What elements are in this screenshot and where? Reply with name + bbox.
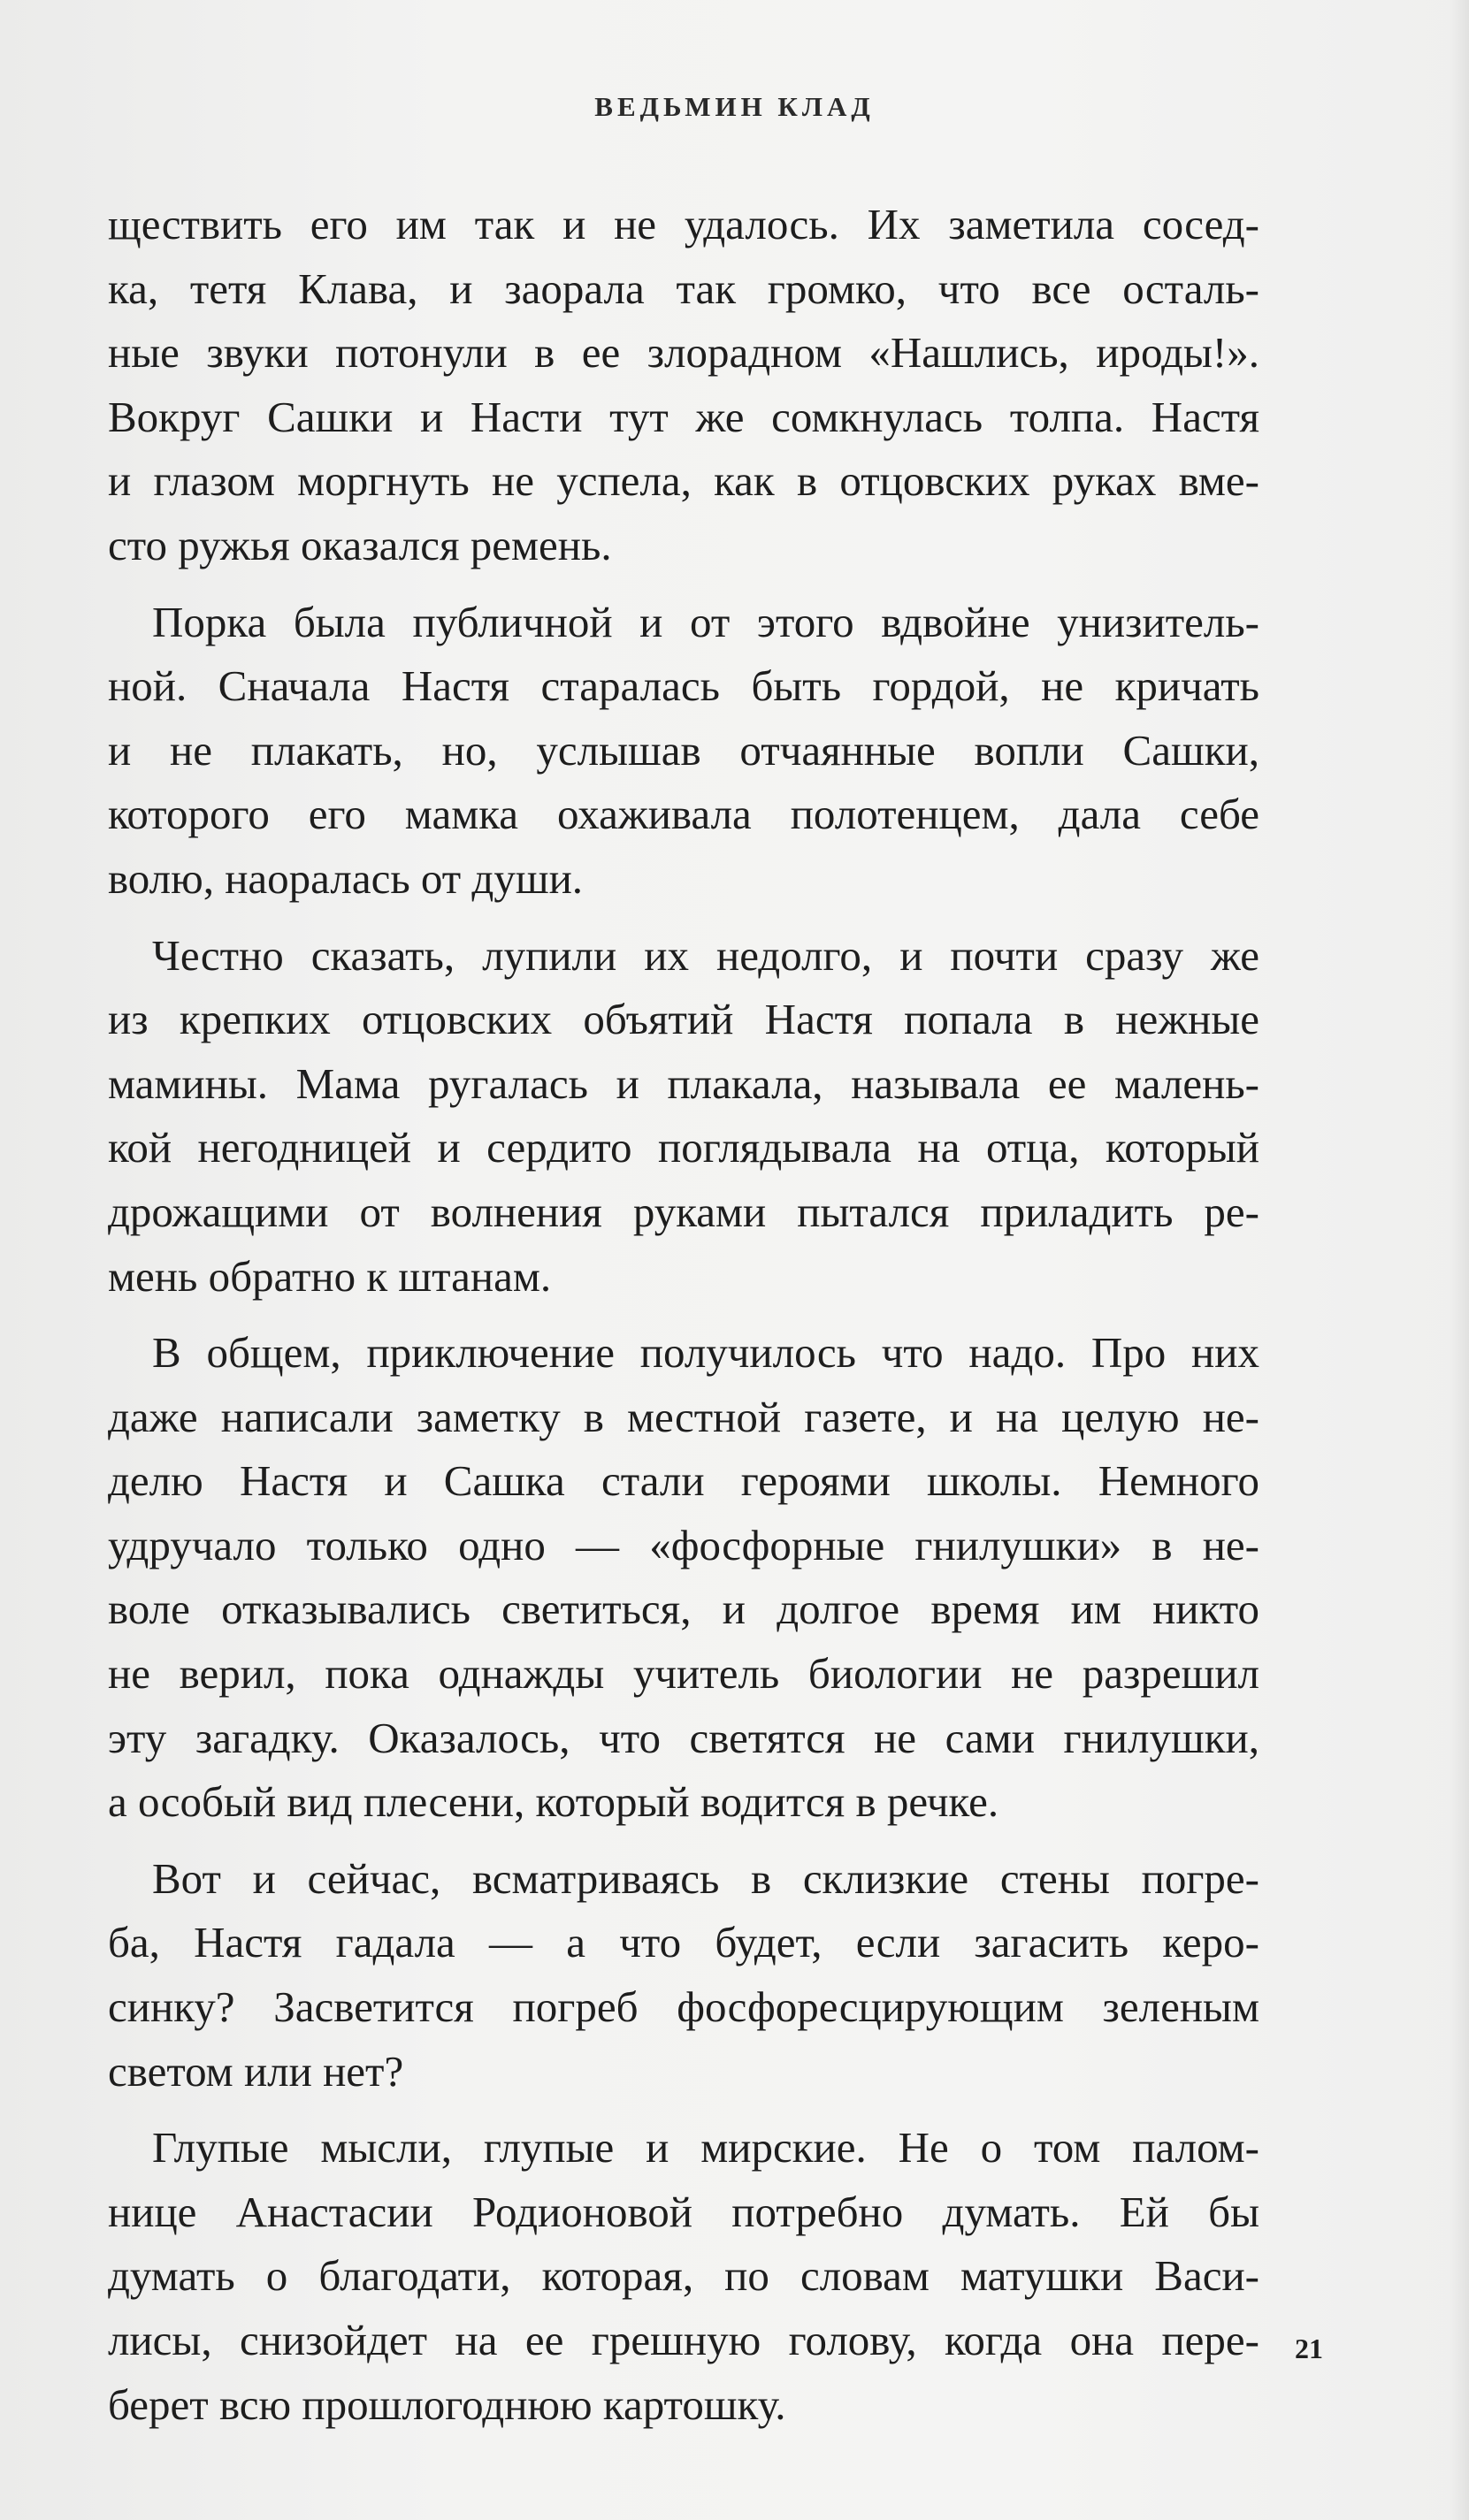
text-line: ществить его им так и не удалось. Их заметила сосед- (108, 200, 1259, 248)
text-line: и глазом моргнуть не успела, как в отцовских руках вме- (108, 456, 1259, 506)
text-line: мамины. Мама ругалась и плакала, называла ее малень- (108, 1058, 1259, 1108)
text-line: синку? Засветится погреб фосфоресцирующим зеленым (108, 1982, 1259, 2032)
text-line: и не плакать, но, услышав отчаянные вопли Сашки, (108, 725, 1259, 775)
text-line: думать о благодати, которая, по словам матушки Васи- (108, 2251, 1259, 2301)
text-line: волю, наоралась от души. (108, 853, 584, 903)
page-number: 21 (1295, 2333, 1323, 2364)
text-line: Глупые мысли, глупые и мирские. Не о том палом- (152, 2123, 1259, 2173)
paragraph (108, 193, 1259, 578)
paragraph (108, 591, 1259, 912)
text-line: даже написали заметку в местной газете, и на целую не- (108, 1392, 1259, 1441)
text-line: лисы, снизойдет на ее грешную голову, когда она пере- (108, 2316, 1259, 2364)
text-line: ной. Сначала Настя старалась быть гордой, не кричать (108, 661, 1259, 711)
text-line: В общем, приключение получилось что надо. Про них (152, 1328, 1259, 1378)
page-shadow-edge (1450, 0, 1469, 2520)
text-line: ные звуки потонули в ее злорадном «Нашлись, ироды!». (108, 328, 1259, 378)
paragraph (108, 1847, 1259, 2104)
text-line: светом или нет? (108, 2046, 404, 2096)
text-line: эту загадку. Оказалось, что светятся не сами гнилушки, (108, 1713, 1259, 1762)
text-line: нице Анастасии Родионовой потребно думать. Ей бы (108, 2187, 1259, 2236)
text-line: ка, тетя Клава, и заорала так громко, что все осталь- (108, 263, 1259, 313)
text-line: мень обратно к штанам. (108, 1251, 552, 1301)
text-line: Вот и сейчас, всматриваясь в склизкие стены погре- (152, 1853, 1259, 1903)
text-line: Порка была публичной и от этого вдвойне унизитель- (152, 597, 1259, 646)
body-text (108, 193, 1259, 2437)
text-line: Вокруг Сашки и Насти тут же сомкнулась толпа. Настя (108, 392, 1259, 441)
text-line: сто ружья оказался ремень. (108, 520, 612, 569)
text-line: дрожащими от волнения руками пытался приладить ре- (108, 1187, 1259, 1236)
paragraph (108, 2116, 1259, 2437)
paragraph (108, 1321, 1259, 1835)
running-header: ВЕДЬМИН КЛАД (594, 91, 875, 122)
text-line: делю Настя и Сашка стали героями школы. Немного (108, 1456, 1259, 1506)
text-line: удручало только одно — «фосфорные гнилушки» в не- (108, 1520, 1259, 1569)
text-line: кой негодницей и сердито поглядывала на отца, который (108, 1123, 1259, 1172)
text-line: не верил, пока однажды учитель биологии не разрешил (108, 1649, 1259, 1699)
text-line: воле отказывались светиться, и долгое время им никто (108, 1585, 1259, 1634)
text-line: а особый вид плесени, который водится в речке. (108, 1777, 999, 1827)
paragraph (108, 924, 1259, 1310)
text-line: из крепких отцовских объятий Настя попала в нежные (108, 995, 1259, 1044)
text-line: берет всю прошлогоднюю картошку. (108, 2379, 786, 2429)
text-line: ба, Настя гадала — а что будет, если загасить керо- (108, 1918, 1259, 1967)
text-line: которого его мамка охаживала полотенцем, дала себе (108, 790, 1259, 839)
text-line: Честно сказать, лупили их недолго, и почти сразу же (152, 930, 1259, 980)
